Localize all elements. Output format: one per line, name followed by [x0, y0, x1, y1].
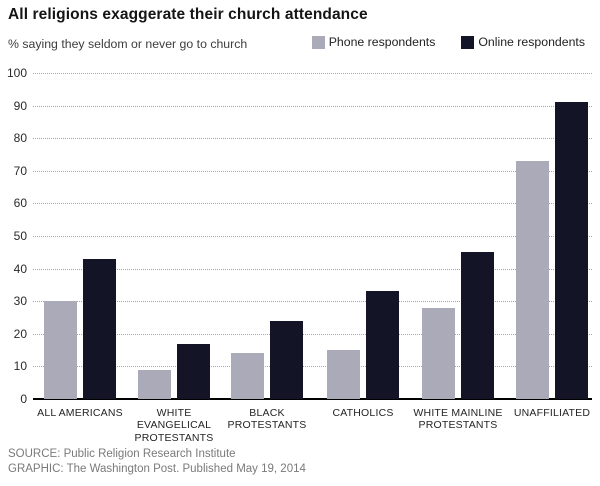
gridline-90	[33, 106, 592, 107]
phone-swatch-icon	[312, 36, 325, 49]
gridline-70	[33, 171, 592, 172]
chart-title: All religions exaggerate their church attendance	[8, 6, 368, 23]
bar-phone-2	[138, 370, 171, 399]
x-axis-label-4: CATHOLICS	[332, 407, 394, 419]
gridline-60	[33, 203, 592, 204]
legend-item-online	[461, 35, 585, 49]
y-axis-tick-label-50: 50	[13, 229, 27, 243]
gridline-40	[33, 269, 592, 270]
bar-online-6	[555, 102, 588, 399]
y-axis-tick-label-20: 20	[13, 326, 27, 341]
y-axis-tick-label-40: 40	[13, 261, 27, 276]
legend-item-phone	[312, 35, 436, 49]
y-axis-tick-label-90: 90	[13, 98, 27, 113]
y-axis-tick-label-80: 80	[13, 131, 27, 146]
legend-label-online: Online respondents	[478, 35, 585, 49]
y-axis-tick-label-10: 10	[13, 359, 27, 374]
bar-online-1	[83, 259, 116, 399]
bar-phone-3	[231, 353, 264, 399]
y-axis-tick-label-30: 30	[13, 294, 27, 309]
gridline-30	[33, 301, 592, 302]
source-line: SOURCE: Public Religion Research Institute	[8, 448, 236, 460]
y-axis-tick-label-60: 60	[13, 196, 27, 211]
x-axis-label-1: ALL AMERICANS	[37, 407, 123, 419]
bar-phone-1	[44, 301, 77, 399]
y-axis-tick-label-70: 70	[13, 163, 27, 178]
graphic-line: GRAPHIC: The Washington Post. Published May 19, 2014	[8, 463, 306, 475]
y-axis-tick-label-0: 0	[20, 392, 27, 406]
bar-chart-plot	[0, 60, 600, 444]
gridline-10	[33, 366, 592, 367]
chart-subtitle: % saying they seldom or never go to church	[8, 37, 248, 51]
bar-online-3	[270, 321, 303, 399]
gridline-80	[33, 138, 592, 139]
online-swatch-icon	[461, 36, 474, 49]
x-axis-label-2: WHITE EVANGELICAL PROTESTANTS	[134, 407, 214, 444]
x-axis-label-3: BLACK PROTESTANTS	[227, 407, 307, 432]
y-axis-tick-label-100: 100	[6, 66, 27, 80]
x-axis-label-5: WHITE MAINLINE PROTESTANTS	[413, 407, 503, 432]
bar-phone-5	[422, 308, 455, 399]
bar-online-2	[177, 344, 210, 399]
x-axis-label-6: UNAFFILIATED	[513, 407, 591, 419]
bar-phone-6	[516, 161, 549, 399]
gridline-20	[33, 334, 592, 335]
bar-online-5	[461, 252, 494, 399]
bar-online-4	[366, 291, 399, 399]
footer	[8, 447, 306, 477]
gridline-100	[33, 73, 592, 74]
legend	[312, 35, 585, 49]
legend-label-phone: Phone respondents	[328, 35, 436, 49]
gridline-50	[33, 236, 592, 237]
bar-phone-4	[327, 350, 360, 399]
x-axis-line	[33, 398, 592, 400]
